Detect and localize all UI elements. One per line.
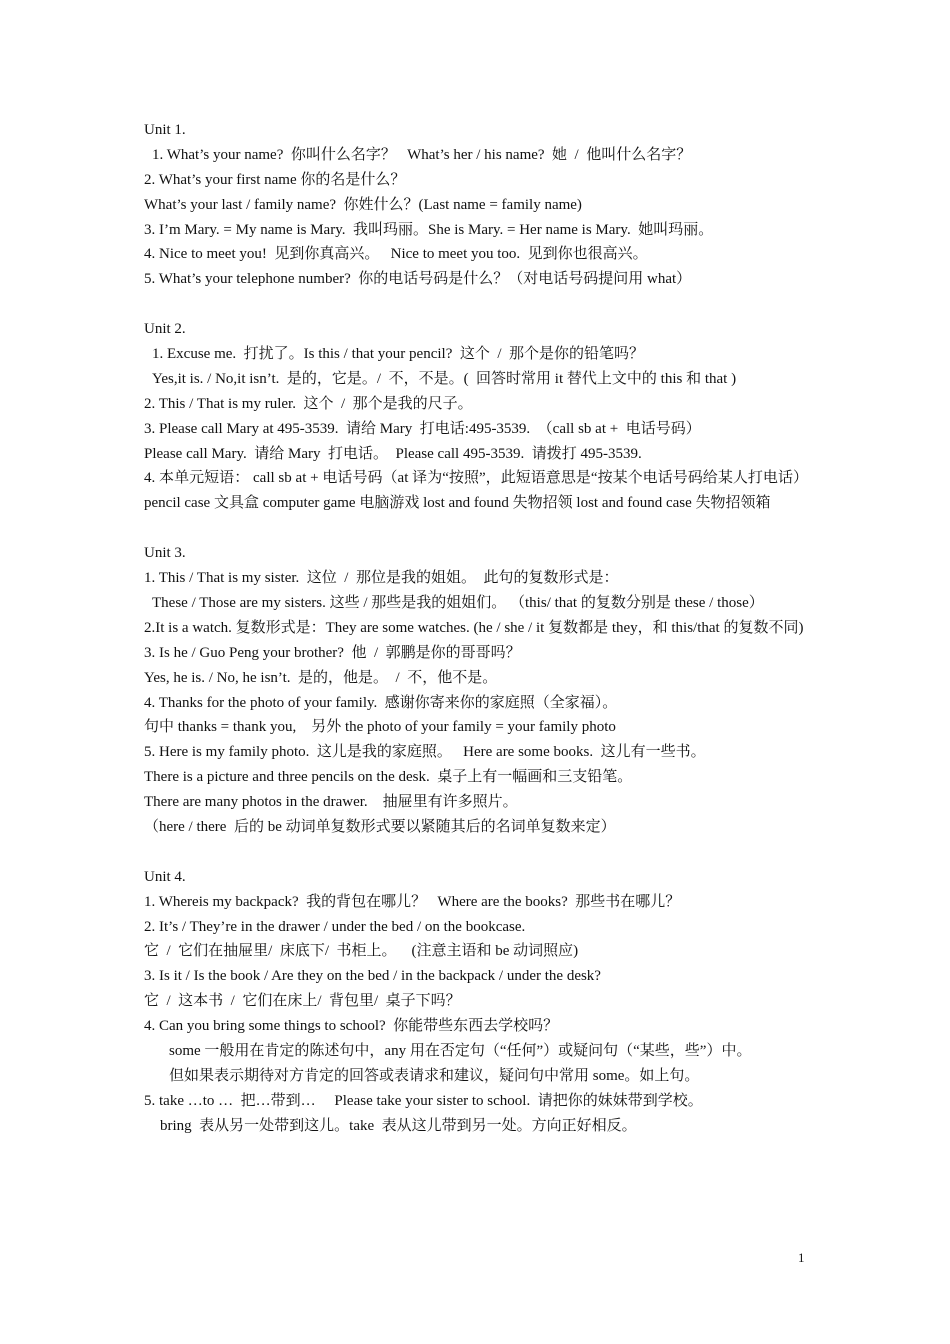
unit4-line-4: 3. Is it / Is the book / Are they on the bed / in the backpack / under the desk? [144,968,601,985]
unit4-line-1: 1. Whereis my backpack? 我的背包在哪儿？ Where are the books? 那些书在哪儿？ [144,893,681,910]
blank-line [144,840,808,865]
unit4-line-3: 它 / 它们在抽屉里/ 床底下/ 书柜上。 (注意主语和 be 动词照应) [144,943,579,960]
blank-line [144,292,808,317]
unit3-line-5: Yes, he is. / No, he isn’t. 是的，他是。 / 不，他不是。 [144,669,498,686]
unit1-line-6: 5. What’s your telephone number? 你的电话号码是什么？（对电话号码提问用 what） [144,271,692,288]
unit4-line-2: 2. It’s / They’re in the drawer / under the bed / on the bookcase. [144,918,526,935]
unit3-line-2: These / Those are my sisters. 这些 / 那些是我的姐姐们。 （this/ that 的复数分别是 these / those） [152,594,764,611]
unit2-line-3: 2. This / That is my ruler. 这个 / 那个是我的尺子。 [144,395,473,412]
unit2-heading: Unit 2. [144,321,186,338]
unit3-line-3: 2.It is a watch. 复数形式是：They are some watches. (he / she / it 复数都是 they，和 this/that 的复数不同) [144,619,804,636]
unit2-line-1: 1. Excuse me. 打扰了。Is this / that your pencil? 这个 / 那个是你的铅笔吗？ [152,346,645,363]
unit3-line-10: There are many photos in the drawer. 抽屉里有许多照片。 [144,794,518,811]
unit1-line-4: 3. I’m Mary. = My name is Mary. 我叫玛丽。She is Mary. = Her name is Mary. 她叫玛丽。 [144,221,714,238]
page-number: 1 [798,1250,805,1265]
unit3-line-8: 5. Here is my family photo. 这儿是我的家庭照。 Here are some books. 这儿有一些书。 [144,744,706,761]
unit3-line-9: There is a picture and three pencils on the desk. 桌子上有一幅画和三支铅笔。 [144,769,633,786]
document-body [144,118,808,1139]
unit2-line-5: Please call Mary. 请给 Mary 打电话。 Please call 495-3539. 请拨打 495-3539. [144,445,642,462]
unit1-heading: Unit 1. [144,122,186,138]
unit4-line-5: 它 / 这本书 / 它们在床上/ 背包里/ 桌子下吗？ [144,993,461,1010]
unit2-line-2: Yes,it is. / No,it isn’t. 是的，它是。/ 不，不是。( 回答时常用 it 替代上文中的 this 和 that ) [152,370,737,387]
unit3-line-7: 句中 thanks = thank you, 另外 the photo of your family = your family photo [144,719,616,736]
unit4-line-6: 4. Can you bring some things to school? 你能带些东西去学校吗？ [144,1018,559,1035]
unit3-line-6: 4. Thanks for the photo of your family. 感谢你寄来你的家庭照（全家福）。 [144,694,618,711]
unit3-line-1: 1. This / That is my sister. 这位 / 那位是我的姐姐。 此句的复数形式是： [144,570,619,587]
unit3-line-11: （here / there 后的 be 动词单复数形式要以紧随其后的名词单复数来定） [144,819,616,835]
unit3-heading: Unit 3. [144,545,186,562]
unit1-line-3: What’s your last / family name? 你姓什么？(Last name = family name) [144,196,582,213]
blank-line [144,516,808,541]
unit1-line-2: 2. What’s your first name 你的名是什么？ [144,171,406,188]
unit4-line-7: some 一般用在肯定的陈述句中，any 用在否定句（“任何”）或疑问句（“某些，些”）中。 [169,1043,752,1060]
unit3-line-4: 3. Is he / Guo Peng your brother? 他 / 郭鹏是你的哥哥吗？ [144,644,521,661]
unit2-line-4: 3. Please call Mary at 495-3539. 请给 Mary 打电话:495-3539. （call sb at + 电话号码） [144,420,701,437]
unit1-line-5: 4. Nice to meet you! 见到你真高兴。 Nice to meet you too. 见到你也很高兴。 [144,246,648,263]
unit1-line-1: 1. What’s your name? 你叫什么名字？ What’s her / his name? 她 / 他叫什么名字？ [152,146,692,163]
unit2-phrases-paragraph: 4. 本单元短语： call sb at + 电话号码（at 译为“按照”，此短语意思是“按某个电话号码给某人打电话） pencil case 文具盒 computer game 电脑游戏 lost and found 失物招领 lost and found case 失物招领箱 [144,470,808,512]
unit4-line-10: bring 表从另一处带到这儿。take 表从这儿带到另一处。方向正好相反。 [160,1117,637,1134]
unit4-line-8: 但如果表示期待对方肯定的回答或表请求和建议，疑问句中常用 some。如上句。 [169,1067,700,1084]
unit4-heading: Unit 4. [144,868,186,885]
unit4-line-9: 5. take …to … 把…带到… Please take your sister to school. 请把你的妹妹带到学校。 [144,1092,703,1109]
